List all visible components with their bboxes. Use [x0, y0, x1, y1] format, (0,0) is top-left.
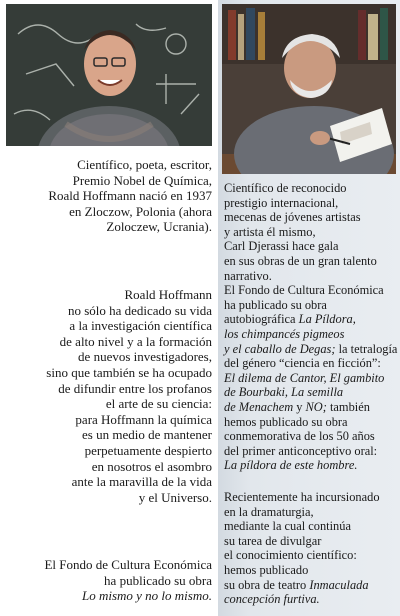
- text-line: Científico, poeta, escritor,: [77, 157, 212, 172]
- text-line: ha publicado su obra: [104, 572, 212, 588]
- text-line: hemos publicado: [224, 562, 309, 577]
- text-line: perpetuamente despierto: [84, 442, 212, 458]
- text-line: en la dramaturgia,: [224, 504, 314, 519]
- text-line: [224, 578, 380, 593]
- text-line: El Fondo de Cultura Económica: [44, 557, 212, 572]
- text-line: de difundir entre los profanos: [58, 380, 212, 396]
- text-line: Científico de reconocido: [224, 181, 347, 195]
- hoffmann-photo: [6, 4, 212, 146]
- text-line: Premio Nobel de Química,: [72, 172, 212, 188]
- text-line: mediante la cual continúa: [224, 519, 351, 534]
- book-title-caballo-degas: y el caballo de Degas;: [224, 341, 336, 356]
- text-run: la tetralogía: [335, 341, 398, 356]
- text-run: también: [326, 399, 370, 414]
- text-line: en nosotros el asombro: [91, 458, 212, 474]
- text-line: del primer anticonceptivo oral:: [224, 443, 378, 458]
- text-line: el conocimiento científico:: [224, 548, 357, 563]
- book-title-chimpances: los chimpancés pigmeos: [224, 326, 345, 341]
- book-title-la-pildora: La Píldora,: [298, 312, 356, 327]
- text-line: Roald Hoffmann nació en 1937: [48, 188, 212, 204]
- text-line: de nuevos investigadores,: [78, 349, 212, 365]
- text-line: Roald Hoffmann: [124, 287, 212, 302]
- text-line: y el Universo.: [138, 489, 212, 505]
- hoffmann-publication-paragraph: [44, 557, 212, 604]
- book-title-inmaculada: Inmaculada: [309, 577, 369, 592]
- text-line: es un medio de mantener: [82, 427, 212, 443]
- text-line: en Zloczow, Polonia (ahora: [69, 203, 212, 219]
- djerassi-photo: [222, 4, 396, 174]
- text-line: [224, 400, 397, 415]
- text-line: a la investigación científica: [69, 318, 212, 334]
- book-title-concepcion: concepción furtiva.: [224, 592, 320, 607]
- text-line: de alto nivel y a la formación: [59, 333, 212, 349]
- text-line: su tarea de divulgar: [224, 533, 322, 548]
- text-line: Zoloczew, Ucrania).: [106, 219, 212, 235]
- djerassi-drama-paragraph: [224, 490, 380, 607]
- photo-man-signing-book-icon: [222, 4, 396, 174]
- text-run: y: [293, 399, 306, 414]
- text-line: ante la maravilla de la vida: [71, 474, 212, 490]
- hoffmann-intro-paragraph: [48, 157, 212, 235]
- text-line: y artista él mismo,: [224, 224, 316, 239]
- text-line: hemos publicado su obra: [224, 414, 348, 429]
- book-title-pildora-hombre: La píldora de este hombre.: [224, 458, 358, 473]
- text-line: del género “ciencia en ficción”:: [224, 356, 381, 371]
- text-line: conmemorativa de los 50 años: [224, 429, 375, 444]
- text-run: su obra de teatro: [224, 577, 307, 592]
- text-line: El Fondo de Cultura Económica: [224, 283, 384, 298]
- text-line: Recientemente ha incursionado: [224, 490, 380, 504]
- hoffmann-career-paragraph: [46, 287, 212, 505]
- right-column: [218, 0, 400, 616]
- book-title-lo-mismo: Lo mismo y no lo mismo.: [81, 588, 212, 604]
- text-line: [224, 342, 397, 357]
- text-line: en sus obras de un gran talento: [224, 253, 377, 268]
- photo-smiling-man-chalkboard-icon: [6, 4, 212, 146]
- book-title-bourbaki: de Bourbaki, La semilla: [224, 385, 344, 400]
- text-line: narrativo.: [224, 268, 272, 283]
- text-line: el arte de su ciencia:: [105, 396, 212, 412]
- text-line: ha publicado su obra: [224, 297, 327, 312]
- text-line: [224, 312, 397, 327]
- text-line: sino que también se ha ocupado: [46, 364, 212, 380]
- text-line: prestigio internacional,: [224, 195, 339, 210]
- book-title-dilema-cantor: El dilema de Cantor, El gambito: [224, 370, 385, 385]
- text-line: para Hoffmann la química: [75, 411, 212, 427]
- book-title-no: NO;: [305, 399, 327, 414]
- text-line: mecenas de jóvenes artistas: [224, 210, 361, 225]
- book-title-menachem: de Menachem: [224, 399, 294, 414]
- djerassi-intro-paragraph: [224, 181, 397, 473]
- text-line: Carl Djerassi hace gala: [224, 239, 339, 254]
- text-run: autobiográfica: [224, 312, 296, 327]
- text-line: no sólo ha dedicado su vida: [67, 302, 212, 318]
